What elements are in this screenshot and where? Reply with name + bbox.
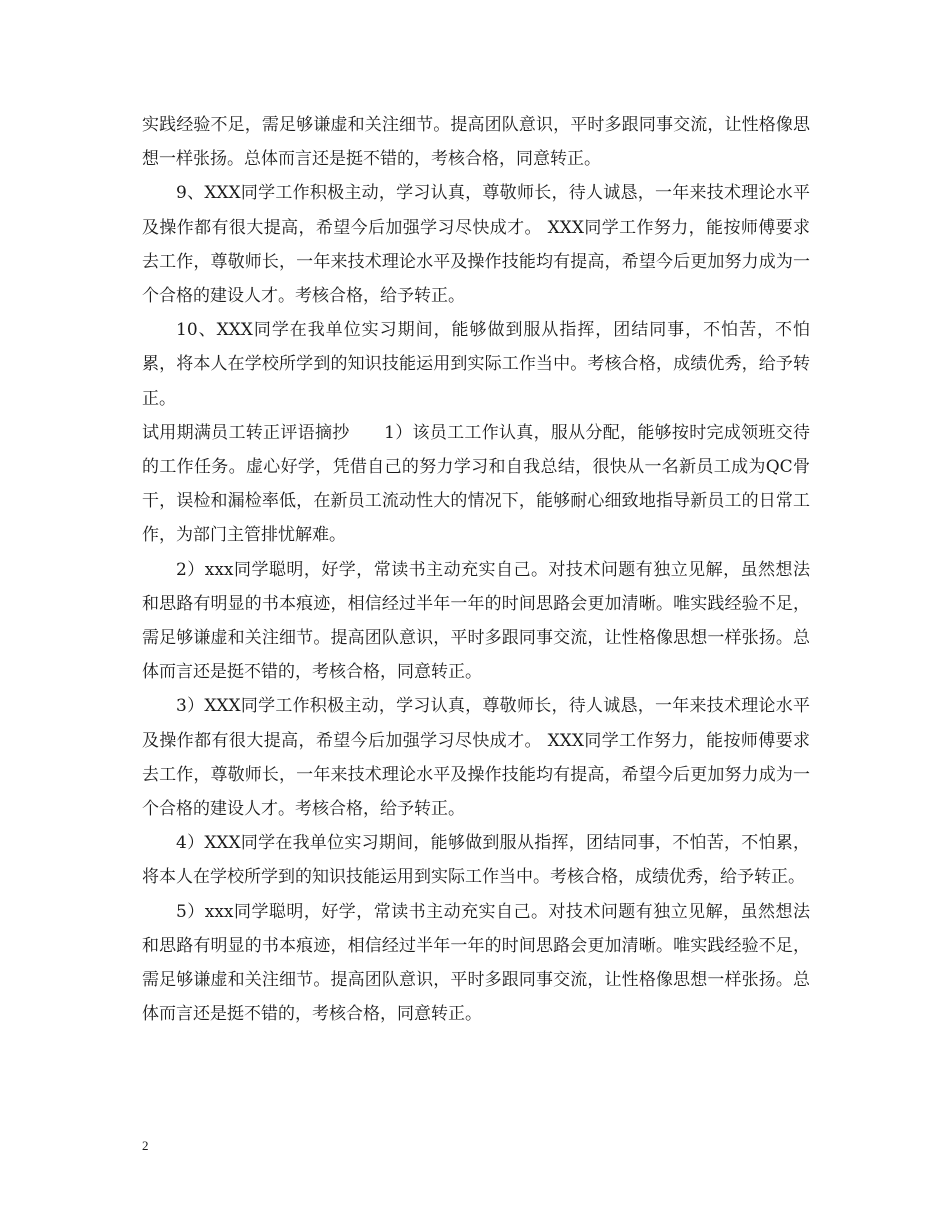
paragraph-section-heading-item-1: 试用期满员工转正评语摘抄 1）该员工工作认真，服从分配，能够按时完成领班交待的工作任务。虚心好学，凭借自己的努力学习和自我总结，很快从一名新员工成为QC骨干，误检和漏检率低，在新员工流动性大的情况下，能够耐心细致地指导新员工的日常工作，为部门主管排忧解难。 xyxy=(142,422,810,546)
paragraph-item-2: 2）xxx同学聪明，好学，常读书主动充实自己。对技术问题有独立见解，虽然想法和思路有明显的书本痕迹，相信经过半年一年的时间思路会更加清晰。唯实践经验不足，需足够谦虚和关注细节。提高团队意识，平时多跟同事交流，让性格像思想一样张扬。总体而言还是挺不错的，考核合格，同意转正。 xyxy=(142,559,810,683)
paragraph-continuation: 实践经验不足，需足够谦虚和关注细节。提高团队意识，平时多跟同事交流，让性格像思想一样张扬。总体而言还是挺不错的，考核合格，同意转正。 xyxy=(142,115,810,170)
paragraph-item-4: 4）XXX同学在我单位实习期间，能够做到服从指挥，团结同事，不怕苦，不怕累，将本人在学校所学到的知识技能运用到实际工作当中。考核合格，成绩优秀，给予转正。 xyxy=(142,833,810,888)
paragraph-item-10: 10、XXX同学在我单位实习期间，能够做到服从指挥，团结同事，不怕苦，不怕累，将本人在学校所学到的知识技能运用到实际工作当中。考核合格，成绩优秀，给予转正。 xyxy=(142,320,810,409)
paragraph-item-5: 5）xxx同学聪明，好学，常读书主动充实自己。对技术问题有独立见解，虽然想法和思路有明显的书本痕迹，相信经过半年一年的时间思路会更加清晰。唯实践经验不足，需足够谦虚和关注细节。提高团队意识，平时多跟同事交流，让性格像思想一样张扬。总体而言还是挺不错的，考核合格，同意转正。 xyxy=(142,901,810,1025)
page-number: 2 xyxy=(142,1138,149,1153)
paragraph-item-3: 3）XXX同学工作积极主动，学习认真，尊敬师长，待人诚恳，一年来技术理论水平及操作都有很大提高，希望今后加强学习尽快成才。 XXX同学工作努力，能按师傅要求去工作，尊敬师长，一年来技术理论水平及操作技能均有提高，希望今后更加努力成为一个合格的建设人才。考核合格，给予转正。 xyxy=(142,696,810,820)
document-body xyxy=(142,108,810,1031)
paragraph-item-9: 9、XXX同学工作积极主动，学习认真，尊敬师长，待人诚恳，一年来技术理论水平及操作都有很大提高，希望今后加强学习尽快成才。 XXX同学工作努力，能按师傅要求去工作，尊敬师长，一年来技术理论水平及操作技能均有提高，希望今后更加努力成为一个合格的建设人才。考核合格，给予转正。 xyxy=(142,183,810,307)
